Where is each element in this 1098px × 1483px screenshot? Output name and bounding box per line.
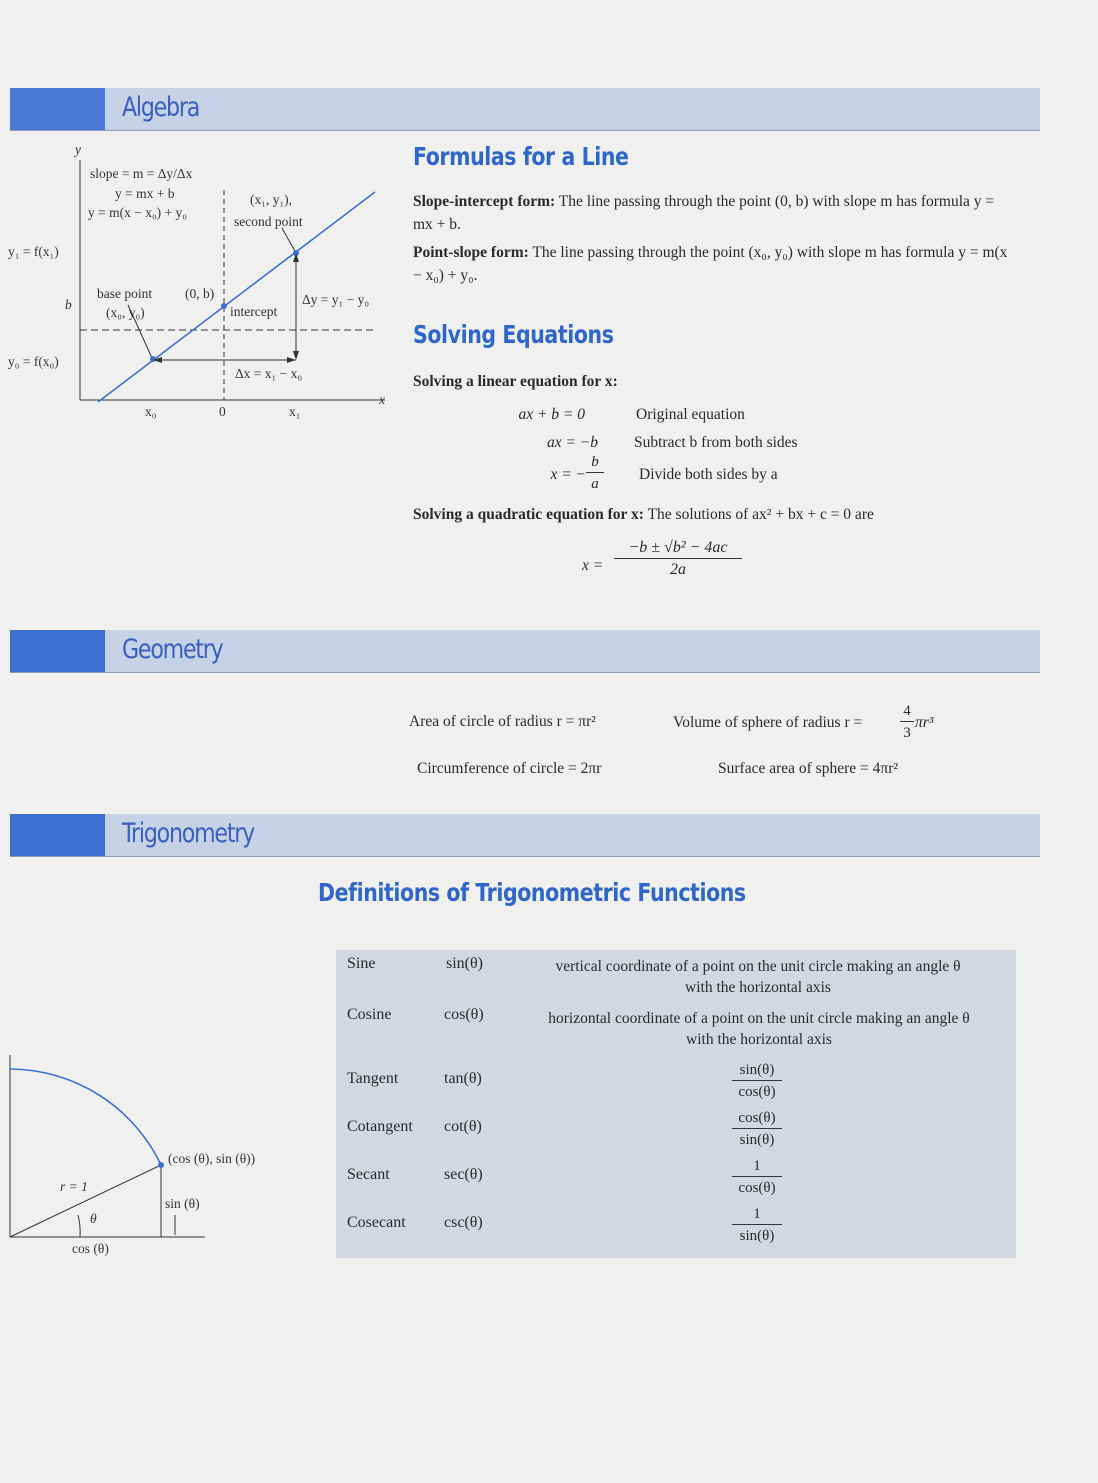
row-fraction	[732, 1108, 782, 1151]
point-slope-text: The line passing through the point (x₀, y₀) with slope m has formula y = m(x − x₀) + y₀.	[413, 244, 1008, 284]
step-3-note: Divide both sides by a	[639, 466, 778, 483]
circumference-formula: Circumference of circle = 2πr	[417, 760, 602, 777]
second-pointer	[282, 228, 296, 253]
step-1-note: Original equation	[636, 406, 745, 423]
row-fn: cot(θ)	[444, 1118, 482, 1135]
quad-den: 2a	[670, 561, 686, 578]
axis-y-label: y	[75, 142, 81, 157]
step-3-num: b	[586, 452, 604, 473]
quad-num: −b ± √b² − 4ac	[614, 538, 742, 559]
volume-tail: πr³	[915, 714, 934, 731]
section-tab	[10, 88, 105, 130]
circle-point	[158, 1162, 164, 1168]
row-name: Cotangent	[347, 1118, 413, 1135]
algebra-header	[10, 88, 1040, 131]
delta-y-label: Δy = y₁ − y₀	[302, 292, 370, 307]
intercept-coords-label: (0, b)	[185, 286, 215, 301]
row-name: Secant	[347, 1166, 390, 1183]
surface-formula: Surface area of sphere = 4πr²	[718, 760, 898, 777]
fraction-num: 1	[732, 1204, 782, 1225]
intercept-dot	[221, 303, 227, 309]
eq2-label: y = m(x − x₀) + y₀	[88, 205, 187, 220]
quad-lhs: x =	[582, 557, 604, 574]
theta-label: θ	[90, 1211, 97, 1226]
step-2-note: Subtract b from both sides	[634, 434, 798, 451]
row-fn: sec(θ)	[444, 1166, 483, 1183]
step-3-den: a	[591, 476, 599, 492]
row-name: Tangent	[347, 1070, 399, 1087]
slope-intercept-text: The line passing through the point (0, b) with slope m has formula y = mx + b.	[413, 193, 995, 233]
slope-label: slope = m = Δy/Δx	[90, 166, 193, 181]
volume-fraction	[900, 701, 914, 744]
fraction-den: cos(θ)	[738, 1180, 776, 1196]
solving-title: Solving Equations	[413, 320, 614, 349]
definition-line-2: with the horizontal axis	[685, 979, 831, 996]
quadratic-label: Solving a quadratic equation for x:	[413, 506, 644, 523]
radius-line	[10, 1165, 161, 1237]
fraction-den: sin(θ)	[739, 1132, 775, 1148]
trigonometry-header	[10, 814, 1040, 857]
arrowhead	[293, 351, 299, 360]
radius-label: r = 1	[60, 1179, 88, 1194]
eq1-label: y = mx + b	[115, 186, 175, 201]
formulas-line-title: Formulas for a Line	[413, 142, 629, 171]
base-point-label: base point	[97, 286, 153, 301]
sin-label: sin (θ)	[165, 1196, 200, 1211]
fraction-den: cos(θ)	[738, 1084, 776, 1100]
zero-tick: 0	[219, 404, 226, 419]
row-fn: sin(θ)	[446, 955, 483, 972]
row-fn: csc(θ)	[444, 1214, 483, 1231]
point-slope-para	[413, 241, 1015, 287]
fraction-num: 1	[732, 1156, 782, 1177]
fraction-den: sin(θ)	[739, 1228, 775, 1244]
geometry-header	[10, 630, 1040, 673]
fraction-num: cos(θ)	[732, 1108, 782, 1129]
base-point-dot	[150, 356, 156, 362]
linear-label: Solving a linear equation for x:	[413, 373, 618, 390]
arrowhead	[287, 357, 296, 363]
area-formula: Area of circle of radius r = πr²	[409, 713, 596, 730]
volume-formula: Volume of sphere of radius r =	[673, 714, 863, 731]
row-definition	[523, 956, 993, 998]
row-name: Sine	[347, 955, 376, 972]
line-graph	[0, 140, 400, 430]
second-point-label: (x₁, y₁),	[250, 192, 293, 207]
slope-intercept-para	[413, 190, 1015, 236]
row-fraction	[732, 1156, 782, 1199]
step-3-fraction	[586, 452, 604, 495]
delta-x-label: Δx = x₁ − x₀	[235, 366, 303, 381]
slope-intercept-label: Slope-intercept form:	[413, 193, 556, 210]
cos-label: cos (θ)	[72, 1241, 109, 1256]
step-2-eq: ax = −b	[546, 434, 598, 451]
trig-table	[336, 950, 1016, 1258]
row-name: Cosecant	[347, 1214, 406, 1231]
section-tab	[10, 814, 105, 856]
quadratic-text: The solutions of ax² + bx + c = 0 are	[647, 506, 874, 523]
step-1-eq: ax + b = 0	[518, 406, 585, 423]
section-title: Geometry	[122, 634, 223, 665]
x0-tick: x₀	[145, 404, 157, 419]
intercept-label: intercept	[230, 304, 278, 319]
row-fn: cos(θ)	[444, 1006, 484, 1023]
row-name: Cosine	[347, 1006, 392, 1023]
step-3-lhs: x = −	[550, 466, 586, 483]
definition-line-1: horizontal coordinate of a point on the unit circle making an angle θ	[548, 1010, 970, 1027]
definition-line-1: vertical coordinate of a point on the unit circle making an angle θ	[555, 958, 961, 975]
second-point-text: second point	[234, 214, 303, 229]
point-slope-label: Point-slope form:	[413, 244, 529, 261]
definition-line-2: with the horizontal axis	[686, 1031, 832, 1048]
quadratic-para	[413, 503, 1033, 526]
section-title: Trigonometry	[122, 818, 255, 849]
row-definition	[514, 1008, 1004, 1050]
b-label: b	[65, 297, 72, 312]
quadratic-fraction	[614, 538, 742, 581]
section-title: Algebra	[122, 92, 200, 123]
fraction-num: sin(θ)	[732, 1060, 782, 1081]
row-fn: tan(θ)	[444, 1070, 482, 1087]
unit-circle-diagram	[0, 1045, 300, 1265]
y0-label: y₀ = f(x₀)	[8, 354, 59, 369]
x1-tick: x₁	[289, 404, 301, 419]
theta-arc	[78, 1215, 80, 1237]
volume-den: 3	[903, 725, 911, 741]
base-coords-label: (x₀, y₀)	[106, 305, 145, 320]
point-label: (cos (θ), sin (θ))	[168, 1151, 256, 1166]
volume-num: 4	[900, 701, 914, 722]
row-fraction	[732, 1204, 782, 1247]
axis-x-label: x	[379, 392, 385, 407]
section-tab	[10, 630, 105, 672]
trig-title: Definitions of Trigonometric Functions	[318, 878, 746, 907]
row-fraction	[732, 1060, 782, 1103]
unit-arc	[10, 1069, 161, 1165]
y1-label: y₁ = f(x₁)	[8, 244, 59, 259]
